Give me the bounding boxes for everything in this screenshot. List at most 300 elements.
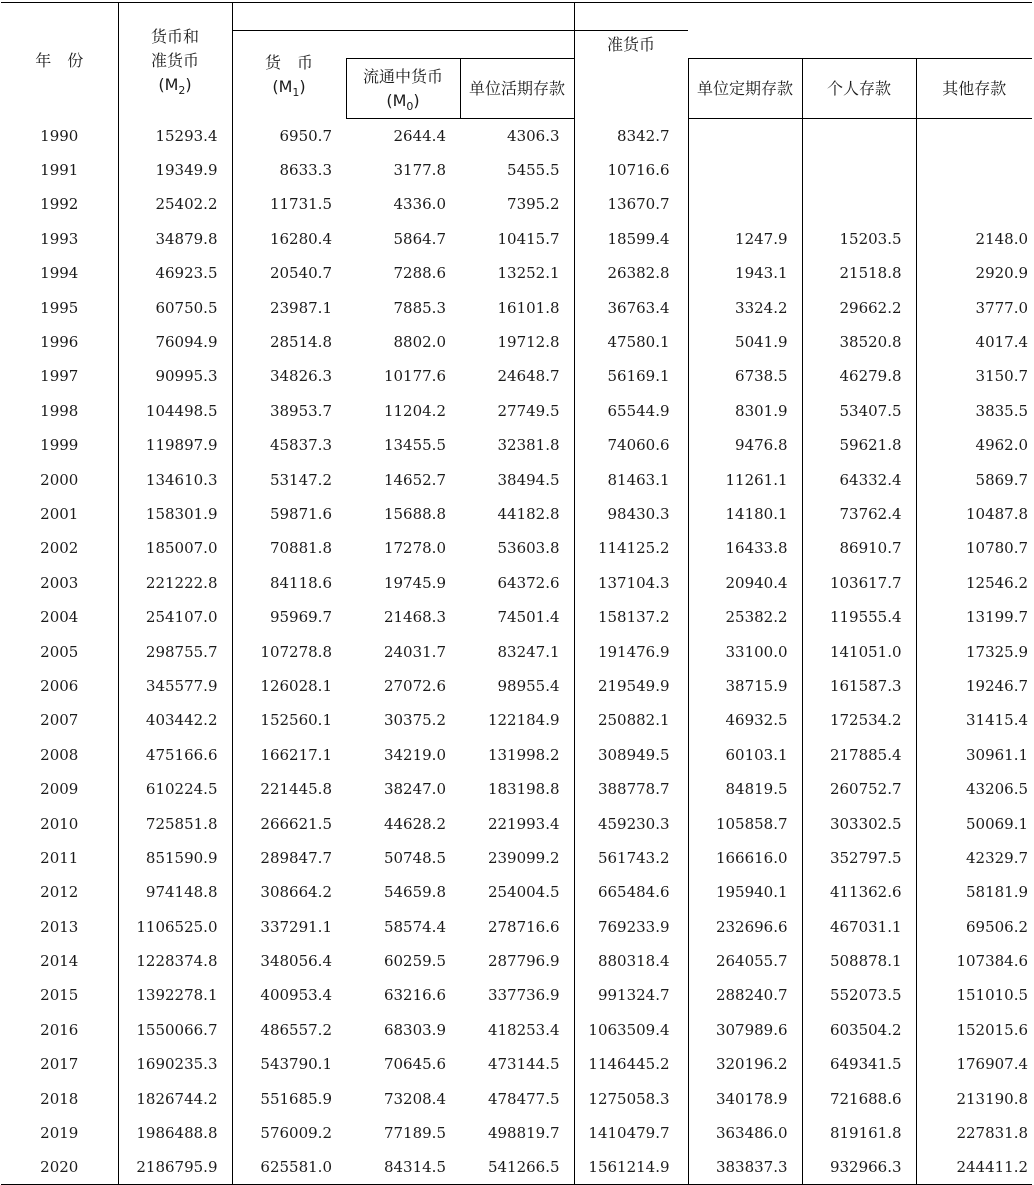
table-body (1, 119, 1032, 1185)
cell-demand-deposits: 98955.4 (460, 669, 574, 703)
cell-personal-deposits: 29662.2 (802, 290, 916, 324)
cell-personal-deposits: 64332.4 (802, 462, 916, 496)
cell-m2: 158301.9 (118, 497, 232, 531)
header-year: 年 份 (1, 3, 118, 119)
cell-personal-deposits: 119555.4 (802, 600, 916, 634)
cell-demand-deposits: 64372.6 (460, 566, 574, 600)
cell-m0: 8802.0 (393, 333, 446, 352)
cell-m1: 266621.5 (260, 814, 332, 833)
table-row (1, 1013, 1032, 1047)
cell-year: 2016 (1, 1013, 118, 1047)
cell-m1: 95969.7 (269, 608, 332, 627)
cell-other-deposits: 17325.9 (966, 642, 1029, 661)
cell-quasi-money: 769233.9 (574, 909, 688, 943)
cell-m1: 221445.8 (260, 780, 332, 799)
cell-demand-deposits: 498819.7 (460, 1116, 574, 1150)
cell-demand-deposits: 27749.5 (460, 394, 574, 428)
cell-quasi-money: 1410479.7 (574, 1116, 688, 1150)
cell-quasi-money: 74060.6 (574, 428, 688, 462)
cell-quasi-money: 191476.9 (574, 634, 688, 668)
cell-other-deposits: 69506.2 (966, 917, 1029, 936)
cell-m0: 21468.3 (383, 608, 446, 627)
cell-time-deposits: 8301.9 (688, 394, 802, 428)
cell-quasi-money: 26382.8 (574, 256, 688, 290)
cell-quasi-money: 308949.5 (574, 738, 688, 772)
cell-time-deposits: 320196.2 (688, 1047, 802, 1081)
cell-m2: 403442.2 (118, 703, 232, 737)
cell-personal-deposits: 819161.8 (802, 1116, 916, 1150)
cell-personal-deposits: 46279.8 (802, 359, 916, 393)
cell-year: 2003 (1, 566, 118, 600)
header-m0-open: (M (386, 90, 407, 110)
cell-year: 2012 (1, 875, 118, 909)
cell-m1: 625581.0 (232, 1150, 346, 1184)
cell-m1: 23987.1 (269, 298, 332, 317)
cell-quasi-money: 36763.4 (574, 290, 688, 324)
cell-time-deposits: 3324.2 (688, 290, 802, 324)
cell-demand-deposits: 473144.5 (460, 1047, 574, 1081)
cell-personal-deposits: 38520.8 (802, 325, 916, 359)
cell-personal-deposits: 21518.8 (802, 256, 916, 290)
table-row (1, 222, 1032, 256)
cell-other-deposits: 4017.4 (975, 333, 1029, 352)
cell-personal-deposits: 161587.3 (802, 669, 916, 703)
cell-quasi-money: 561743.2 (574, 841, 688, 875)
cell-m1: 166217.1 (260, 745, 332, 764)
cell-other-deposits: 151010.5 (956, 986, 1029, 1005)
cell-m2: 610224.5 (118, 772, 232, 806)
cell-quasi-money: 137104.3 (574, 566, 688, 600)
cell-other-deposits: 176907.4 (956, 1055, 1029, 1074)
cell-quasi-money: 8342.7 (574, 119, 688, 153)
cell-demand-deposits: 254004.5 (460, 875, 574, 909)
cell-year: 1994 (1, 256, 118, 290)
cell-time-deposits: 60103.1 (688, 738, 802, 772)
cell-m0: 34219.0 (383, 745, 446, 764)
cell-m0: 70645.6 (383, 1055, 446, 1074)
cell-personal-deposits: 721688.6 (802, 1081, 916, 1115)
cell-year: 2019 (1, 1116, 118, 1150)
cell-year: 2009 (1, 772, 118, 806)
cell-demand-deposits: 278716.6 (460, 909, 574, 943)
cell-m0: 17278.0 (383, 539, 446, 558)
cell-demand-deposits: 4306.3 (460, 119, 574, 153)
cell-demand-deposits: 5455.5 (460, 153, 574, 187)
table-row (1, 669, 1032, 703)
cell-m1: 59871.6 (269, 504, 332, 523)
cell-m0: 4336.0 (393, 195, 446, 214)
cell-year: 1992 (1, 187, 118, 221)
cell-year: 2018 (1, 1081, 118, 1115)
table-row (1, 1081, 1032, 1115)
cell-time-deposits (688, 187, 802, 221)
header-m1-close: ) (299, 76, 306, 96)
cell-personal-deposits: 932966.3 (802, 1150, 916, 1184)
money-supply-table (1, 2, 1032, 1185)
cell-quasi-money: 13670.7 (574, 187, 688, 221)
cell-m2: 1986488.8 (118, 1116, 232, 1150)
cell-m2: 221222.8 (118, 566, 232, 600)
cell-personal-deposits: 172534.2 (802, 703, 916, 737)
cell-quasi-money: 56169.1 (574, 359, 688, 393)
header-m2-line2: 准货币 (150, 50, 199, 70)
cell-m2: 2186795.9 (118, 1150, 232, 1184)
header-m0 (346, 59, 460, 119)
header-m0-symbol (349, 89, 458, 113)
cell-demand-deposits: 19712.8 (460, 325, 574, 359)
table-row (1, 1150, 1032, 1184)
cell-m2: 90995.3 (118, 359, 232, 393)
cell-m0: 14652.7 (383, 470, 446, 489)
header-m2-line1: 货币和 (150, 26, 199, 46)
cell-m1: 84118.6 (269, 573, 332, 592)
cell-demand-deposits: 541266.5 (460, 1150, 574, 1184)
cell-other-deposits: 58181.9 (966, 883, 1029, 902)
table-row (1, 806, 1032, 840)
cell-m2: 1826744.2 (118, 1081, 232, 1115)
cell-other-deposits: 2920.9 (975, 264, 1029, 283)
cell-demand-deposits: 478477.5 (460, 1081, 574, 1115)
cell-m0: 24031.7 (383, 642, 446, 661)
cell-quasi-money: 1146445.2 (574, 1047, 688, 1081)
cell-time-deposits: 288240.7 (688, 978, 802, 1012)
cell-m2: 119897.9 (118, 428, 232, 462)
cell-m1: 126028.1 (260, 676, 332, 695)
cell-m0: 11204.2 (383, 401, 446, 420)
cell-m1: 543790.1 (260, 1055, 332, 1074)
table-row (1, 1047, 1032, 1081)
table-row (1, 1116, 1032, 1150)
cell-m0: 30375.2 (383, 711, 446, 730)
cell-m2: 34879.8 (118, 222, 232, 256)
cell-personal-deposits: 260752.7 (802, 772, 916, 806)
cell-m1: 152560.1 (260, 711, 332, 730)
cell-m2: 134610.3 (118, 462, 232, 496)
cell-personal-deposits: 217885.4 (802, 738, 916, 772)
cell-quasi-money: 81463.1 (574, 462, 688, 496)
cell-m0: 60259.5 (383, 952, 446, 971)
cell-quasi-money: 47580.1 (574, 325, 688, 359)
cell-demand-deposits: 13252.1 (460, 256, 574, 290)
cell-m0: 19745.9 (383, 573, 446, 592)
cell-personal-deposits: 603504.2 (802, 1013, 916, 1047)
cell-m1: 551685.9 (260, 1089, 332, 1108)
cell-personal-deposits: 59621.8 (802, 428, 916, 462)
cell-personal-deposits (802, 153, 916, 187)
cell-m2: 974148.8 (118, 875, 232, 909)
cell-quasi-money: 18599.4 (574, 222, 688, 256)
cell-m2: 60750.5 (118, 290, 232, 324)
cell-m2: 104498.5 (118, 394, 232, 428)
table-row (1, 153, 1032, 187)
cell-year: 1993 (1, 222, 118, 256)
cell-personal-deposits (802, 119, 916, 153)
cell-personal-deposits: 53407.5 (802, 394, 916, 428)
cell-year: 2002 (1, 531, 118, 565)
cell-quasi-money: 250882.1 (574, 703, 688, 737)
cell-personal-deposits: 103617.7 (802, 566, 916, 600)
cell-quasi-money: 665484.6 (574, 875, 688, 909)
table-row (1, 978, 1032, 1012)
cell-time-deposits: 363486.0 (688, 1116, 802, 1150)
header-m0-close: ) (413, 90, 420, 110)
table-row (1, 703, 1032, 737)
table-row (1, 256, 1032, 290)
table-row (1, 738, 1032, 772)
cell-m2: 15293.4 (118, 119, 232, 153)
header-personal-deposits: 个人存款 (802, 59, 916, 119)
cell-demand-deposits: 74501.4 (460, 600, 574, 634)
cell-m2: 475166.6 (118, 738, 232, 772)
cell-m0: 15688.8 (383, 504, 446, 523)
cell-m0: 44628.2 (383, 814, 446, 833)
cell-time-deposits: 38715.9 (688, 669, 802, 703)
cell-year: 1998 (1, 394, 118, 428)
cell-m1: 107278.8 (260, 642, 332, 661)
cell-year: 2013 (1, 909, 118, 943)
cell-m0: 73208.4 (383, 1089, 446, 1108)
cell-year: 1999 (1, 428, 118, 462)
cell-m1: 576009.2 (260, 1124, 332, 1143)
cell-personal-deposits (802, 187, 916, 221)
cell-m2: 254107.0 (118, 600, 232, 634)
header-m1-symbol (235, 75, 344, 99)
header-m0-line1: 流通中货币 (362, 66, 443, 86)
cell-year: 2004 (1, 600, 118, 634)
cell-year: 1991 (1, 153, 118, 187)
cell-m0: 38247.0 (383, 780, 446, 799)
cell-time-deposits: 340178.9 (688, 1081, 802, 1115)
header-m1-open: (M (272, 76, 293, 96)
cell-m1: 16280.4 (269, 229, 332, 248)
table-row (1, 497, 1032, 531)
cell-time-deposits: 84819.5 (688, 772, 802, 806)
cell-quasi-money: 158137.2 (574, 600, 688, 634)
cell-other-deposits: 10780.7 (966, 539, 1029, 558)
cell-year: 1997 (1, 359, 118, 393)
cell-m0: 7288.6 (393, 264, 446, 283)
cell-year: 2006 (1, 669, 118, 703)
cell-year: 2015 (1, 978, 118, 1012)
cell-m0: 84314.5 (346, 1150, 460, 1184)
cell-demand-deposits: 24648.7 (460, 359, 574, 393)
cell-other-deposits (916, 187, 1032, 221)
cell-time-deposits: 195940.1 (688, 875, 802, 909)
table-row (1, 462, 1032, 496)
cell-m1: 20540.7 (269, 264, 332, 283)
cell-m1: 34826.3 (269, 367, 332, 386)
cell-quasi-money: 880318.4 (574, 944, 688, 978)
cell-m1: 348056.4 (260, 952, 332, 971)
header-quasi-money: 准货币 (574, 31, 688, 119)
cell-m0: 68303.9 (383, 1020, 446, 1039)
header-other-deposits: 其他存款 (916, 59, 1032, 119)
cell-time-deposits (688, 153, 802, 187)
cell-m2: 1228374.8 (118, 944, 232, 978)
cell-m0: 50748.5 (383, 848, 446, 867)
cell-year: 2000 (1, 462, 118, 496)
cell-time-deposits: 383837.3 (688, 1150, 802, 1184)
cell-demand-deposits: 287796.9 (460, 944, 574, 978)
cell-quasi-money: 65544.9 (574, 394, 688, 428)
cell-m1: 8633.3 (279, 161, 332, 180)
cell-demand-deposits: 53603.8 (460, 531, 574, 565)
cell-time-deposits: 33100.0 (688, 634, 802, 668)
cell-m1: 289847.7 (260, 848, 332, 867)
table-header (1, 3, 1032, 119)
cell-quasi-money: 1063509.4 (574, 1013, 688, 1047)
cell-year: 2017 (1, 1047, 118, 1081)
cell-time-deposits: 307989.6 (688, 1013, 802, 1047)
cell-m2: 25402.2 (118, 187, 232, 221)
cell-demand-deposits: 337736.9 (460, 978, 574, 1012)
cell-other-deposits: 3150.7 (975, 367, 1029, 386)
table-row (1, 909, 1032, 943)
cell-personal-deposits: 552073.5 (802, 978, 916, 1012)
cell-time-deposits: 5041.9 (688, 325, 802, 359)
cell-m2: 19349.9 (118, 153, 232, 187)
cell-m0: 54659.8 (383, 883, 446, 902)
cell-personal-deposits: 73762.4 (802, 497, 916, 531)
cell-other-deposits: 3835.5 (975, 401, 1029, 420)
cell-time-deposits: 9476.8 (688, 428, 802, 462)
cell-demand-deposits: 44182.8 (460, 497, 574, 531)
cell-other-deposits: 10487.8 (966, 504, 1029, 523)
cell-demand-deposits: 131998.2 (460, 738, 574, 772)
cell-year: 1990 (1, 119, 118, 153)
cell-m1: 70881.8 (269, 539, 332, 558)
cell-time-deposits: 16433.8 (688, 531, 802, 565)
cell-other-deposits (916, 119, 1032, 153)
cell-m0: 2644.4 (393, 126, 446, 145)
cell-m0: 3177.8 (393, 161, 446, 180)
cell-other-deposits: 2148.0 (975, 229, 1029, 248)
cell-year: 2007 (1, 703, 118, 737)
cell-m0: 5864.7 (393, 229, 446, 248)
cell-time-deposits: 232696.6 (688, 909, 802, 943)
cell-m1: 308664.2 (260, 883, 332, 902)
cell-personal-deposits: 508878.1 (802, 944, 916, 978)
cell-other-deposits: 227831.8 (956, 1124, 1029, 1143)
cell-m1: 28514.8 (269, 333, 332, 352)
cell-m2: 1392278.1 (118, 978, 232, 1012)
cell-personal-deposits: 411362.6 (802, 875, 916, 909)
cell-demand-deposits: 38494.5 (460, 462, 574, 496)
cell-m2: 725851.8 (118, 806, 232, 840)
table-row (1, 841, 1032, 875)
cell-personal-deposits: 86910.7 (802, 531, 916, 565)
cell-demand-deposits: 7395.2 (460, 187, 574, 221)
cell-demand-deposits: 239099.2 (460, 841, 574, 875)
table-row (1, 944, 1032, 978)
cell-other-deposits: 3777.0 (975, 298, 1029, 317)
header-m2-sub: 2 (178, 83, 186, 97)
cell-m2: 1106525.0 (118, 909, 232, 943)
cell-personal-deposits: 467031.1 (802, 909, 916, 943)
cell-m2: 1550066.7 (118, 1013, 232, 1047)
cell-demand-deposits: 221993.4 (460, 806, 574, 840)
table-row (1, 428, 1032, 462)
cell-other-deposits: 50069.1 (966, 814, 1029, 833)
cell-m0: 63216.6 (383, 986, 446, 1005)
cell-m2: 185007.0 (118, 531, 232, 565)
cell-m1: 486557.2 (260, 1020, 332, 1039)
table-row (1, 772, 1032, 806)
cell-demand-deposits: 418253.4 (460, 1013, 574, 1047)
cell-m0: 77189.5 (383, 1124, 446, 1143)
cell-year: 2005 (1, 634, 118, 668)
table-row (1, 394, 1032, 428)
table-row (1, 600, 1032, 634)
cell-m1: 38953.7 (269, 401, 332, 420)
cell-demand-deposits: 16101.8 (460, 290, 574, 324)
cell-m0: 7885.3 (393, 298, 446, 317)
cell-quasi-money: 10716.6 (574, 153, 688, 187)
cell-quasi-money: 388778.7 (574, 772, 688, 806)
header-time-deposits: 单位定期存款 (688, 59, 802, 119)
header-m0-sub: 0 (406, 99, 414, 113)
cell-m1: 11731.5 (269, 195, 332, 214)
cell-quasi-money: 114125.2 (574, 531, 688, 565)
cell-other-deposits: 244411.2 (916, 1150, 1032, 1184)
cell-quasi-money: 991324.7 (574, 978, 688, 1012)
header-m2 (118, 3, 232, 119)
cell-year: 1996 (1, 325, 118, 359)
cell-m0: 13455.5 (383, 436, 446, 455)
table-row (1, 566, 1032, 600)
cell-year: 2011 (1, 841, 118, 875)
cell-quasi-money: 1561214.9 (574, 1150, 688, 1184)
table-row (1, 325, 1032, 359)
cell-time-deposits: 46932.5 (688, 703, 802, 737)
table-row (1, 119, 1032, 153)
cell-personal-deposits: 303302.5 (802, 806, 916, 840)
table-row (1, 187, 1032, 221)
header-m2-open: (M (158, 74, 179, 94)
header-m1-line1: 货 币 (264, 52, 313, 72)
cell-personal-deposits: 352797.5 (802, 841, 916, 875)
header-m1 (232, 31, 346, 119)
cell-time-deposits: 105858.7 (688, 806, 802, 840)
cell-demand-deposits: 10415.7 (460, 222, 574, 256)
header-demand-deposits: 单位活期存款 (460, 59, 574, 119)
cell-demand-deposits: 122184.9 (460, 703, 574, 737)
cell-time-deposits: 11261.1 (688, 462, 802, 496)
cell-other-deposits: 12546.2 (966, 573, 1029, 592)
cell-m2: 76094.9 (118, 325, 232, 359)
table-row (1, 875, 1032, 909)
cell-m1: 53147.2 (269, 470, 332, 489)
cell-other-deposits: 30961.1 (966, 745, 1029, 764)
header-m2-symbol (121, 73, 230, 97)
cell-year: 2010 (1, 806, 118, 840)
cell-time-deposits: 14180.1 (688, 497, 802, 531)
cell-demand-deposits: 83247.1 (460, 634, 574, 668)
cell-other-deposits (916, 153, 1032, 187)
cell-personal-deposits: 15203.5 (802, 222, 916, 256)
cell-year: 2020 (1, 1150, 118, 1184)
cell-other-deposits: 43206.5 (966, 780, 1029, 799)
cell-demand-deposits: 183198.8 (460, 772, 574, 806)
cell-m1: 6950.7 (279, 126, 332, 145)
cell-other-deposits: 42329.7 (966, 848, 1029, 867)
table-row (1, 531, 1032, 565)
header-m1-sub: 1 (292, 85, 300, 99)
cell-other-deposits: 5869.7 (975, 470, 1029, 489)
cell-quasi-money: 459230.3 (574, 806, 688, 840)
cell-other-deposits: 31415.4 (966, 711, 1029, 730)
cell-time-deposits: 6738.5 (688, 359, 802, 393)
